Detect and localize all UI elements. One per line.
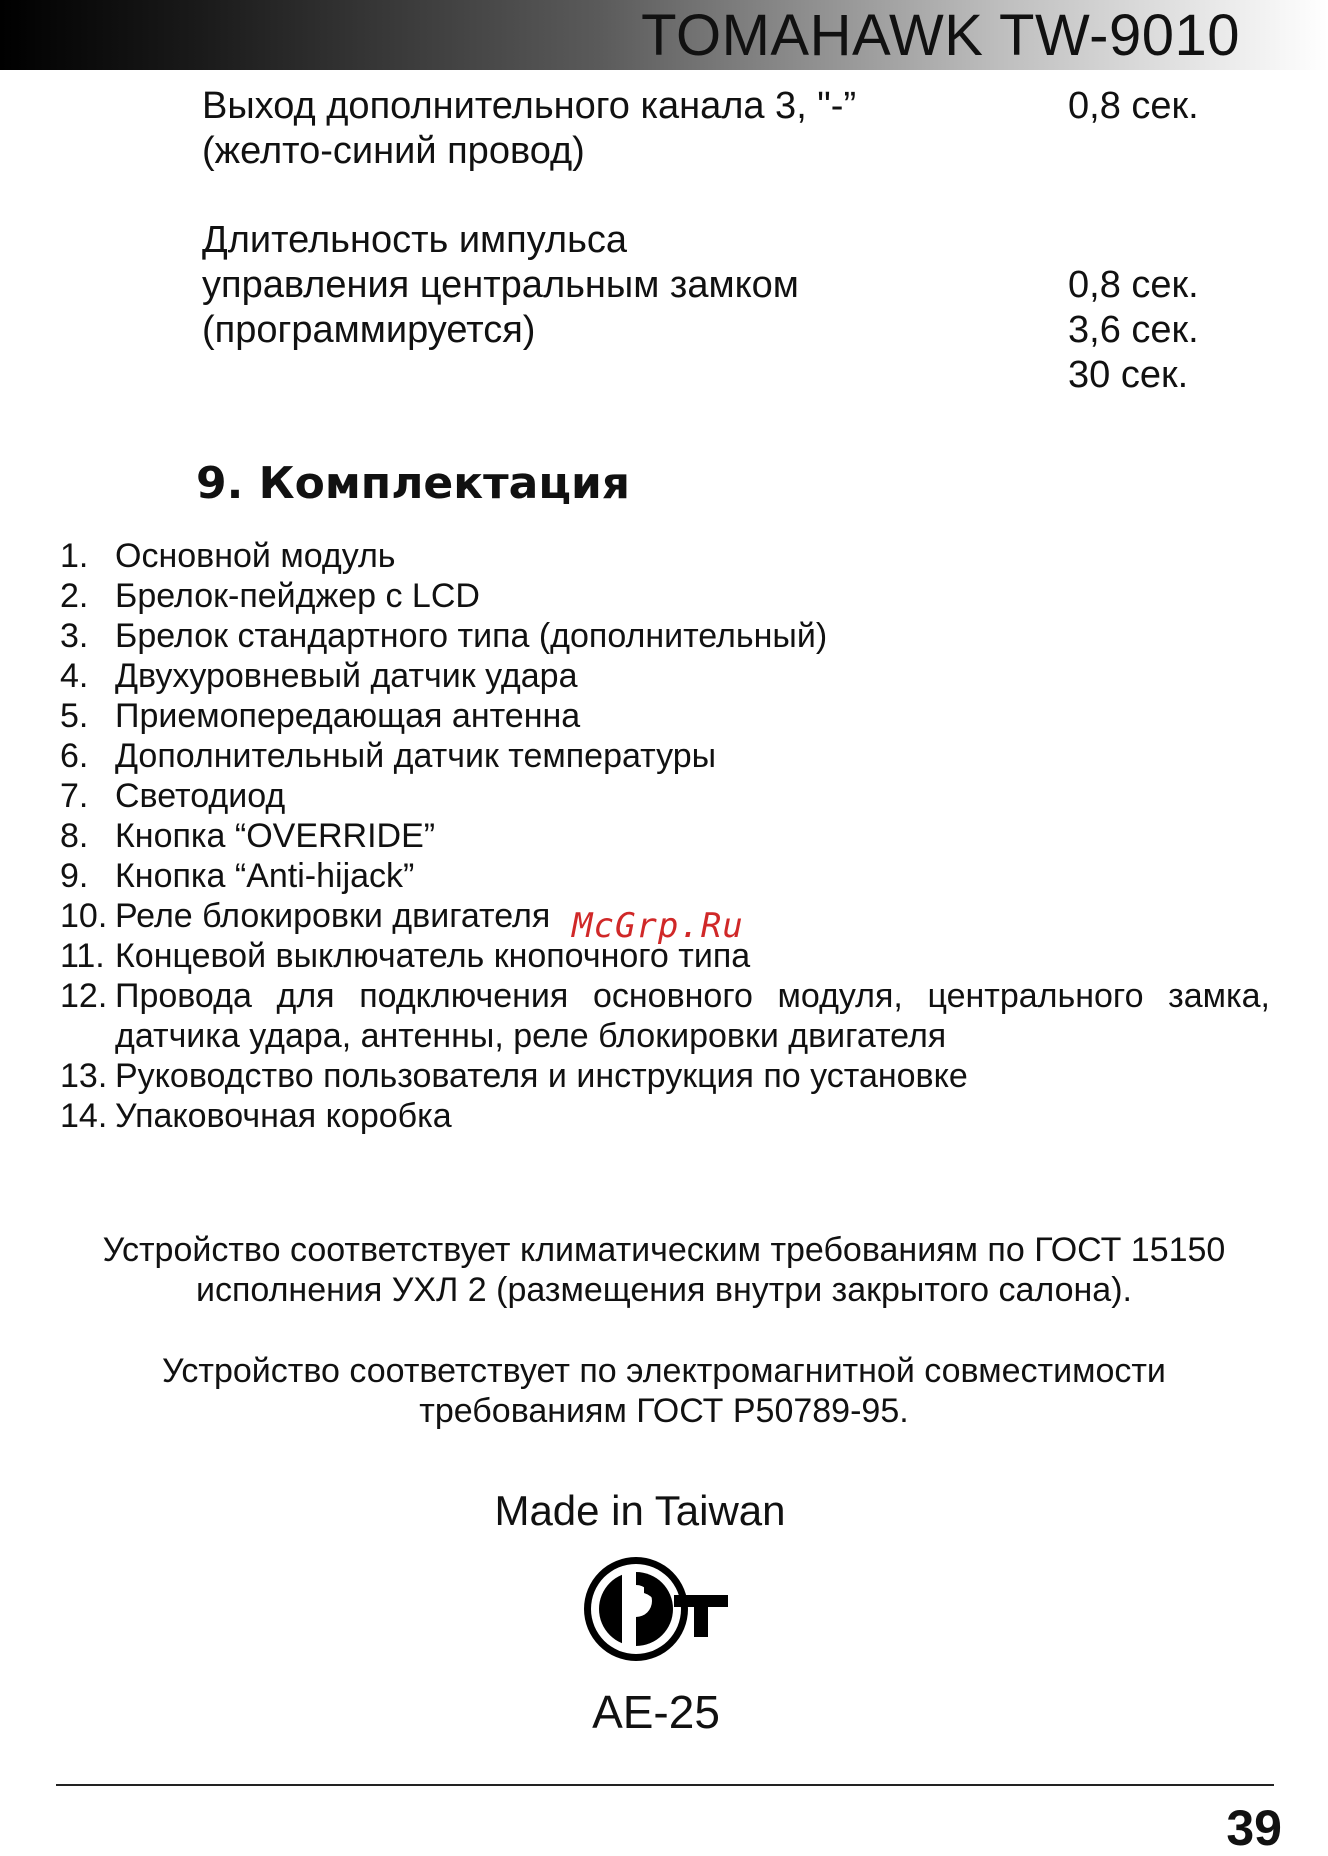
spec-value: 0,8 сек. [1068,264,1199,306]
list-item [0,736,1328,776]
item-text: Дополнительный датчик температуры [115,737,717,775]
notice-line: Устройство соответствует по электромагнитной совместимости [162,1352,1166,1390]
item-number: 6. [60,737,89,775]
item-text: Приемопередающая антенна [115,697,581,735]
list-item [0,616,1328,656]
header-title: TOMAHAWK TW-9010 [641,3,1240,68]
page-number: 39 [1226,1800,1282,1856]
item-number: 12. [60,977,108,1015]
item-text: Провода для подключения основного модуля, центрального замка, датчика удара, антенны, реле блокировки двигателя [115,977,1270,1055]
spec-value: 30 сек. [1068,354,1189,396]
list-item [0,536,1328,576]
list-item [0,816,1328,856]
spec-label-line: (желто-синий провод) [202,130,585,172]
item-number: 5. [60,697,89,735]
spec-value-list [1068,84,1199,129]
list-item [0,696,1328,736]
rst-certification-icon [582,1555,732,1663]
item-text: Упаковочная коробка [115,1097,452,1135]
list-item [0,1056,1328,1096]
item-text: Кнопка “OVERRIDE” [115,817,436,855]
watermark: McGrp.Ru [572,906,744,946]
footer-divider [56,1784,1274,1786]
spec-value-list [1068,263,1199,398]
section-title: 9. Комплектация [196,458,631,509]
notice-climatic [0,1230,1328,1310]
item-text: Руководство пользователя и инструкция по установке [115,1057,968,1095]
list-item [0,1096,1328,1136]
item-number: 11. [60,937,105,975]
header-bar [0,0,1328,70]
item-text: Кнопка “Anti-hijack” [115,857,415,895]
item-text: Брелок стандартного типа (дополнительный) [115,617,828,655]
item-number: 9. [60,857,89,895]
item-number: 10. [60,897,108,935]
spec-label-line: (программируется) [202,309,536,351]
item-text: Светодиод [115,777,286,815]
item-text: Брелок-пейджер с LCD [115,577,480,615]
list-item [0,856,1328,896]
certificate-code: АЕ-25 [592,1686,720,1738]
spec-label [202,218,799,353]
spec-value: 0,8 сек. [1068,85,1199,127]
spec-label-line: Выход дополнительного канала 3, "-” [202,85,857,127]
package-contents-list [0,536,1328,1136]
item-text: Основной модуль [115,537,396,575]
item-number: 1. [60,537,89,575]
spec-label-line: управления центральным замком [202,264,799,306]
item-text: Реле блокировки двигателя [115,897,551,935]
list-item [0,776,1328,816]
spec-label-line: Длительность импульса [202,219,628,261]
made-in-label: Made in Taiwan [494,1487,786,1534]
list-item [0,576,1328,616]
spec-aux-channel [0,84,1328,174]
item-number: 7. [60,777,89,815]
notice-line: исполнения УХЛ 2 (размещения внутри закрытого салона). [196,1271,1132,1309]
spec-value: 3,6 сек. [1068,309,1199,351]
list-item [0,656,1328,696]
notice-emc [0,1351,1328,1431]
item-text: Двухуровневый датчик удара [115,657,578,695]
list-item [0,976,1328,1056]
item-number: 13. [60,1057,108,1095]
notice-line: Устройство соответствует климатическим требованиям по ГОСТ 15150 [102,1231,1226,1269]
item-number: 8. [60,817,89,855]
item-number: 4. [60,657,89,695]
item-number: 2. [60,577,89,615]
notice-line: требованиям ГОСТ Р50789-95. [419,1392,909,1430]
item-number: 14. [60,1097,108,1135]
spec-label [202,84,856,174]
item-text: Концевой выключатель кнопочного типа [115,937,751,975]
spec-lock-pulse [0,218,1328,398]
item-number: 3. [60,617,89,655]
